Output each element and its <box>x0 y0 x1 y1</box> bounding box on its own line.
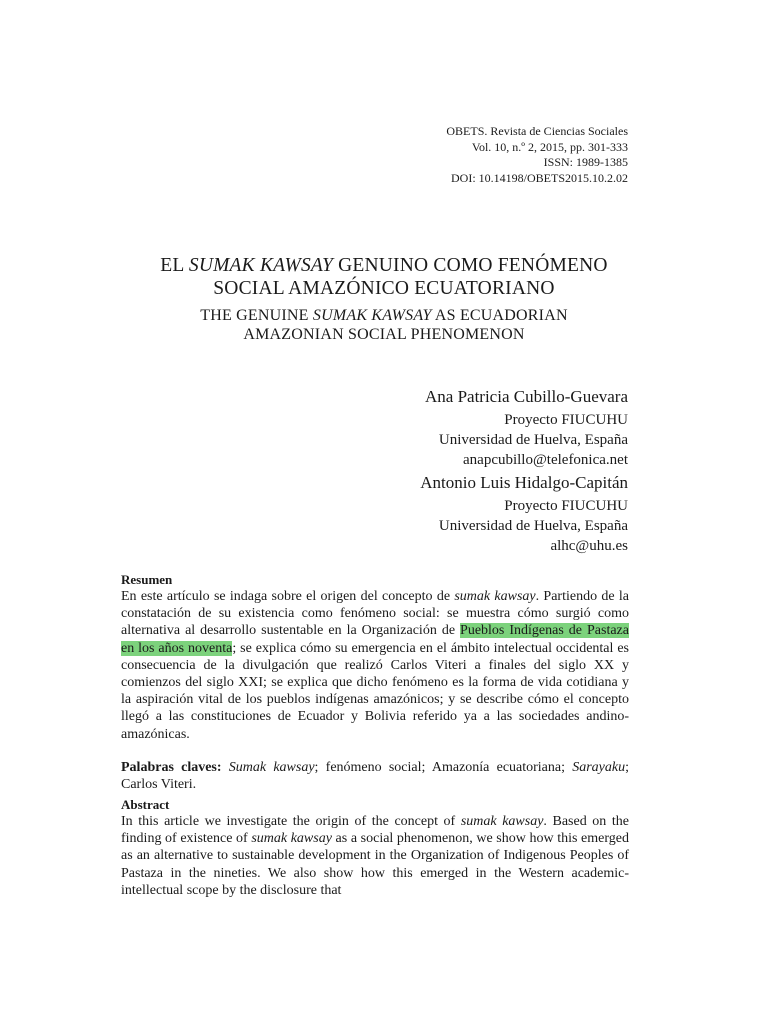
resumen-section <box>121 572 629 743</box>
author-1 <box>425 386 628 470</box>
title-spanish <box>0 254 768 300</box>
title-english-italic: SUMAK KAWSAY <box>312 307 432 324</box>
keywords-section <box>121 759 629 793</box>
author-1-project: Proyecto FIUCUHU <box>504 412 628 428</box>
author-2-project: Proyecto FIUCUHU <box>504 498 628 514</box>
author-2 <box>420 472 628 556</box>
abstract-section <box>121 797 629 899</box>
journal-volume: Vol. 10, n.º 2, 2015, pp. 301-333 <box>471 139 628 154</box>
title-english-line1: THE GENUINE SUMAK KAWSAY AS ECUADORIAN <box>200 307 568 324</box>
journal-header <box>446 124 628 186</box>
author-1-email: anapcubillo@telefonica.net <box>463 452 628 468</box>
journal-issn: ISSN: 1989-1385 <box>543 155 628 169</box>
highlighted-text: Pueblos Indígenas de Pastaza en los años noventa <box>121 623 629 656</box>
title-spanish-line1: EL SUMAK KAWSAY GENUINO COMO FENÓMENO <box>160 255 608 276</box>
abstract-label: Abstract <box>121 797 170 812</box>
keywords-label: Palabras claves: <box>121 760 222 775</box>
title-english-line2: AMAZONIAN SOCIAL PHENOMENON <box>243 326 525 343</box>
journal-doi: DOI: 10.14198/OBETS2015.10.2.02 <box>451 170 628 185</box>
resumen-label: Resumen <box>121 572 173 587</box>
author-2-name: Antonio Luis Hidalgo-Capitán <box>420 473 628 492</box>
journal-name: OBETS. Revista de Ciencias Sociales <box>446 124 628 138</box>
title-spanish-line2: SOCIAL AMAZÓNICO ECUATORIANO <box>213 278 555 299</box>
abstract-text: In this article we investigate the origin of the concept of sumak kawsay. Based on the finding of existence of sumak kawsay as a social phenomenon, we show how this emerged as an alternative to sustainable development in the Organization of Indigenous Peoples of Pastaza in the nineties. We also show how this emerged in the Western academic-intellectual scope by the disclosure that <box>121 814 629 898</box>
author-1-university: Universidad de Huelva, España <box>438 432 628 448</box>
resumen-text: En este artículo se indaga sobre el origen del concepto de sumak kawsay. Partiendo de la constatación de su existencia como fenómeno social: se muestra cómo surgió como alternativa al desarrollo sustentable en la Organización de Pueblos Indígenas de Pastaza en los años noventa; se explica cómo su emergencia en el ámbito intelectual occidental es consecuencia de la divulgación que realizó Carlos Viteri a finales del siglo XX y comienzos del siglo XXI; se explica que dicho fenómeno es la forma de vida cotidiana y la aspiración vital de los pueblos indígenas amazónicos; y se describe cómo el concepto llegó a las constituciones de Ecuador y Bolivia referido ya a las sociedades andino-amazónicas. <box>121 589 630 742</box>
author-1-name: Ana Patricia Cubillo-Guevara <box>425 387 628 406</box>
keywords-text: Palabras claves: Sumak kawsay; fenómeno social; Amazonía ecuatoriana; Sarayaku; Carlos Viteri. <box>121 760 630 793</box>
author-2-university: Universidad de Huelva, España <box>438 518 628 534</box>
title-english <box>0 306 768 344</box>
author-2-email: alhc@uhu.es <box>550 538 628 554</box>
title-spanish-italic: SUMAK KAWSAY <box>188 255 334 276</box>
